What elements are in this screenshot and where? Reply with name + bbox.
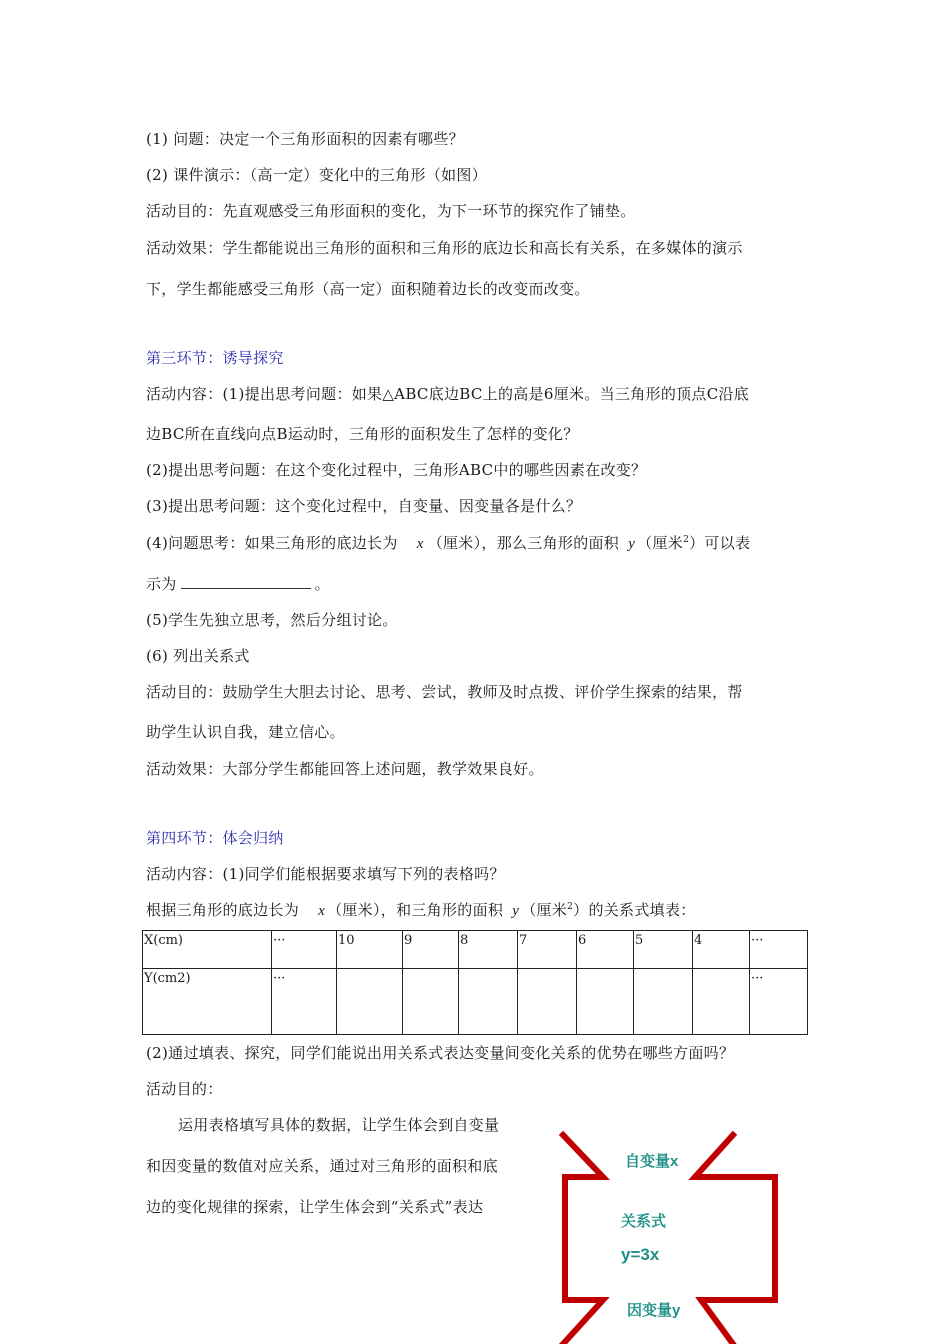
- section3-line-7: (5)学生先独立思考，然后分组讨论。: [146, 611, 398, 629]
- table-cell: 4: [693, 931, 750, 969]
- superscript: 2: [683, 535, 690, 545]
- text-seg: (4)问题思考：如果三角形的底边长为: [146, 534, 398, 552]
- section4-line-4: 活动目的：: [146, 1080, 223, 1098]
- bottom-right-arrow: [701, 1255, 775, 1344]
- diagram-middle-label-1: 关系式: [621, 1213, 667, 1230]
- paragraph-line-1: 运用表格填写具体的数据，让学生体会到自变量: [178, 1116, 500, 1134]
- table-cell[interactable]: [459, 969, 518, 1035]
- text-seg: 。: [314, 575, 330, 593]
- table-cell: 7: [518, 931, 577, 969]
- table-cell[interactable]: [693, 969, 750, 1035]
- line-3: 活动目的：先直观感受三角形面积的变化，为下一环节的探究作了铺垫。: [146, 202, 636, 220]
- line-1: (1) 问题：决定一个三角形面积的因素有哪些？: [146, 130, 464, 148]
- line-4: 活动效果：学生都能说出三角形的面积和三角形的底边长和高长有关系，在多媒体的演示: [146, 239, 743, 257]
- line-2: (2) 课件演示：（高一定）变化中的三角形（如图）: [146, 166, 488, 184]
- text-seg: （厘米: [637, 534, 684, 552]
- section3-line-3: (2)提出思考问题：在这个变化过程中，三角形ABC中的哪些因素在改变？: [146, 461, 647, 479]
- table-cell: ···: [750, 931, 808, 969]
- table-row: [143, 931, 808, 969]
- table-cell: Y(cm2): [143, 969, 272, 1035]
- text-seg: （厘米: [521, 901, 568, 919]
- table-cell: 9: [403, 931, 459, 969]
- diagram-top-label: 自变量x: [625, 1153, 679, 1170]
- section4-line-2: [146, 899, 696, 920]
- table-cell: 5: [634, 931, 693, 969]
- text-seg: 根据三角形的底边长为: [146, 901, 300, 919]
- bottom-left-arrow: [563, 1255, 603, 1344]
- section3-line-5: [146, 532, 750, 553]
- paragraph-line-3: 边的变化规律的探索，让学生体会到“关系式”表达: [146, 1198, 484, 1216]
- table-cell[interactable]: [403, 969, 459, 1035]
- section3-heading: 第三环节：诱导探究: [146, 349, 284, 367]
- table-cell[interactable]: [634, 969, 693, 1035]
- answer-blank[interactable]: [181, 576, 311, 589]
- top-right-arrow: [695, 1135, 775, 1260]
- relation-diagram: [555, 1125, 795, 1344]
- section4-line-3: (2)通过填表、探究，同学们能说出用关系式表达变量间变化关系的优势在哪些方面吗？: [146, 1044, 735, 1062]
- text-seg: ）的关系式填表：: [573, 901, 696, 919]
- xy-table: [142, 930, 808, 1035]
- table-cell[interactable]: [337, 969, 403, 1035]
- var-x: x: [318, 903, 326, 919]
- section4-line-1: 活动内容：(1)同学们能根据要求填写下列的表格吗？: [146, 865, 505, 883]
- text-seg: ）可以表: [689, 534, 751, 552]
- section3-line-1: 活动内容：(1)提出思考问题：如果△ABC底边BC上的高是6厘米。当三角形的顶点C沿底: [146, 385, 750, 403]
- table-cell: 8: [459, 931, 518, 969]
- var-y: y: [512, 903, 520, 919]
- var-x: x: [416, 536, 424, 552]
- line-5: 下，学生都能感受三角形（高一定）面积随着边长的改变而改变。: [146, 280, 590, 298]
- diagram-bottom-label: 因变量y: [627, 1302, 681, 1319]
- diagram-middle-label-2: y=3x: [621, 1245, 660, 1264]
- text-seg: 示为: [146, 575, 177, 593]
- table-cell: ···: [272, 931, 337, 969]
- section3-line-11: 活动效果：大部分学生都能回答上述问题，教学效果良好。: [146, 760, 544, 778]
- table-cell[interactable]: [518, 969, 577, 1035]
- text-seg: （厘米），和三角形的面积: [327, 901, 504, 919]
- table-cell: 10: [337, 931, 403, 969]
- section3-line-9: 活动目的：鼓励学生大胆去讨论、思考、尝试，教师及时点拨、评价学生探索的结果，帮: [146, 683, 743, 701]
- table-cell: ···: [272, 969, 337, 1035]
- section3-line-4: (3)提出思考问题：这个变化过程中，自变量、因变量各是什么？: [146, 497, 582, 515]
- section3-line-6: [146, 573, 330, 594]
- var-y: y: [628, 536, 636, 552]
- table-row: [143, 969, 808, 1035]
- section4-heading: 第四环节：体会归纳: [146, 829, 284, 847]
- top-left-arrow: [563, 1135, 603, 1260]
- table-cell[interactable]: [577, 969, 634, 1035]
- paragraph-line-2: 和因变量的数值对应关系，通过对三角形的面积和底: [146, 1157, 498, 1175]
- table-cell: X(cm): [143, 931, 272, 969]
- text-seg: （厘米），那么三角形的面积: [427, 534, 620, 552]
- section3-line-10: 助学生认识自我，建立信心。: [146, 723, 345, 741]
- section3-line-8: (6) 列出关系式: [146, 647, 250, 665]
- section3-line-2: 边BC所在直线向点B运动时，三角形的面积发生了怎样的变化？: [146, 425, 579, 443]
- table-cell: ···: [750, 969, 808, 1035]
- table-cell: 6: [577, 931, 634, 969]
- superscript: 2: [567, 902, 574, 912]
